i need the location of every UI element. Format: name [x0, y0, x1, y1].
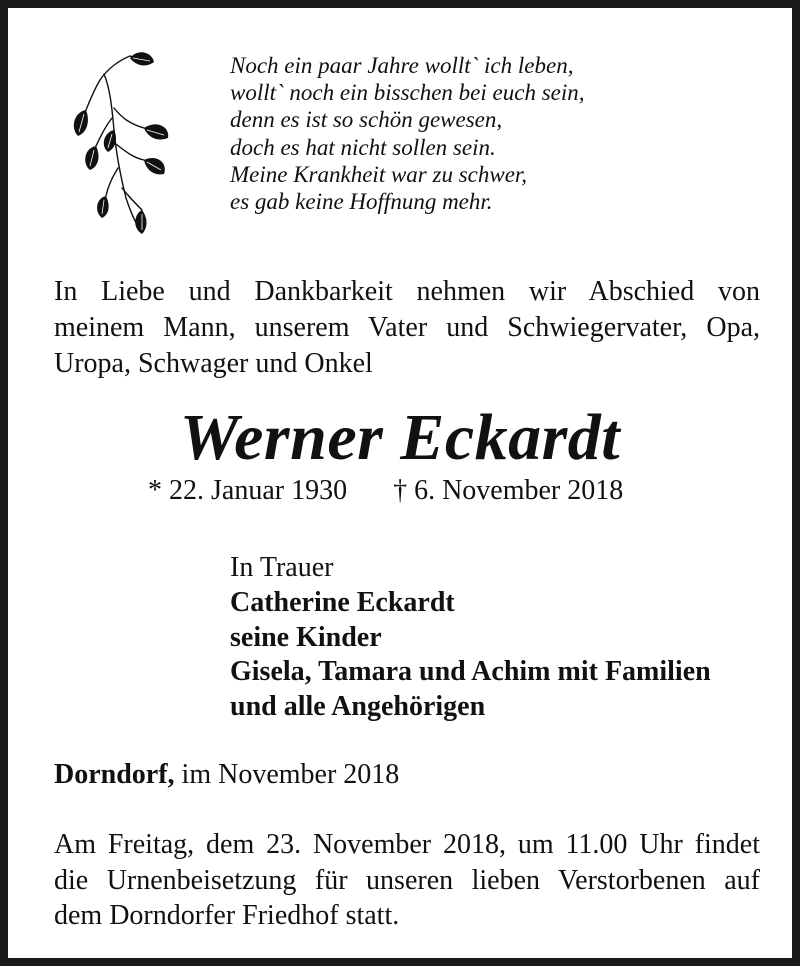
- mourner-line: Catherine Eckardt: [230, 586, 455, 618]
- mourner-line: Gisela, Tamara und Achim mit Familien: [230, 656, 711, 688]
- poem-line: es gab keine Hoffnung mehr.: [230, 189, 493, 215]
- poem-line: doch es hat nicht sollen sein.: [230, 134, 496, 160]
- notice-line: die Urnenbeisetzung für unseren lieben Verstorbenen auf: [54, 864, 760, 896]
- birth-date: * 22. Januar 1930: [148, 475, 348, 506]
- notice-line: Am Freitag, dem 23. November 2018, um 11.00 Uhr findet: [54, 829, 760, 860]
- birch-branch-icon: [60, 48, 180, 238]
- poem-line: Noch ein paar Jahre wollt` ich leben,: [230, 53, 574, 78]
- deceased-name: Werner Eckardt: [179, 401, 621, 474]
- notice-line: dem Dorndorfer Friedhof statt.: [54, 900, 400, 931]
- mourner-line: seine Kinder: [230, 621, 382, 653]
- poem-line: wollt` noch ein bisschen bei euch sein,: [230, 80, 585, 106]
- death-date: † 6. November 2018: [393, 475, 624, 506]
- mourner-line: und alle Angehörigen: [230, 691, 486, 723]
- place-date: im November 2018: [181, 759, 400, 790]
- mourners-block: [230, 551, 711, 725]
- mourners-heading: In Trauer: [230, 552, 334, 583]
- farewell-line: Uropa, Schwager und Onkel: [54, 348, 373, 379]
- farewell-text: [54, 274, 760, 382]
- life-dates: [148, 473, 623, 509]
- memorial-poem: [230, 52, 585, 215]
- burial-notice: [54, 827, 760, 934]
- poem-line: denn es ist so schön gewesen,: [230, 107, 503, 133]
- poem-line: Meine Krankheit war zu schwer,: [230, 161, 528, 187]
- farewell-line: In Liebe und Dankbarkeit nehmen wir Abschied von: [54, 276, 760, 307]
- place-name: Dorndorf,: [54, 759, 175, 790]
- farewell-line: meinem Mann, unserem Vater und Schwiegervater, Opa,: [54, 312, 760, 343]
- place-date-line: [54, 757, 399, 793]
